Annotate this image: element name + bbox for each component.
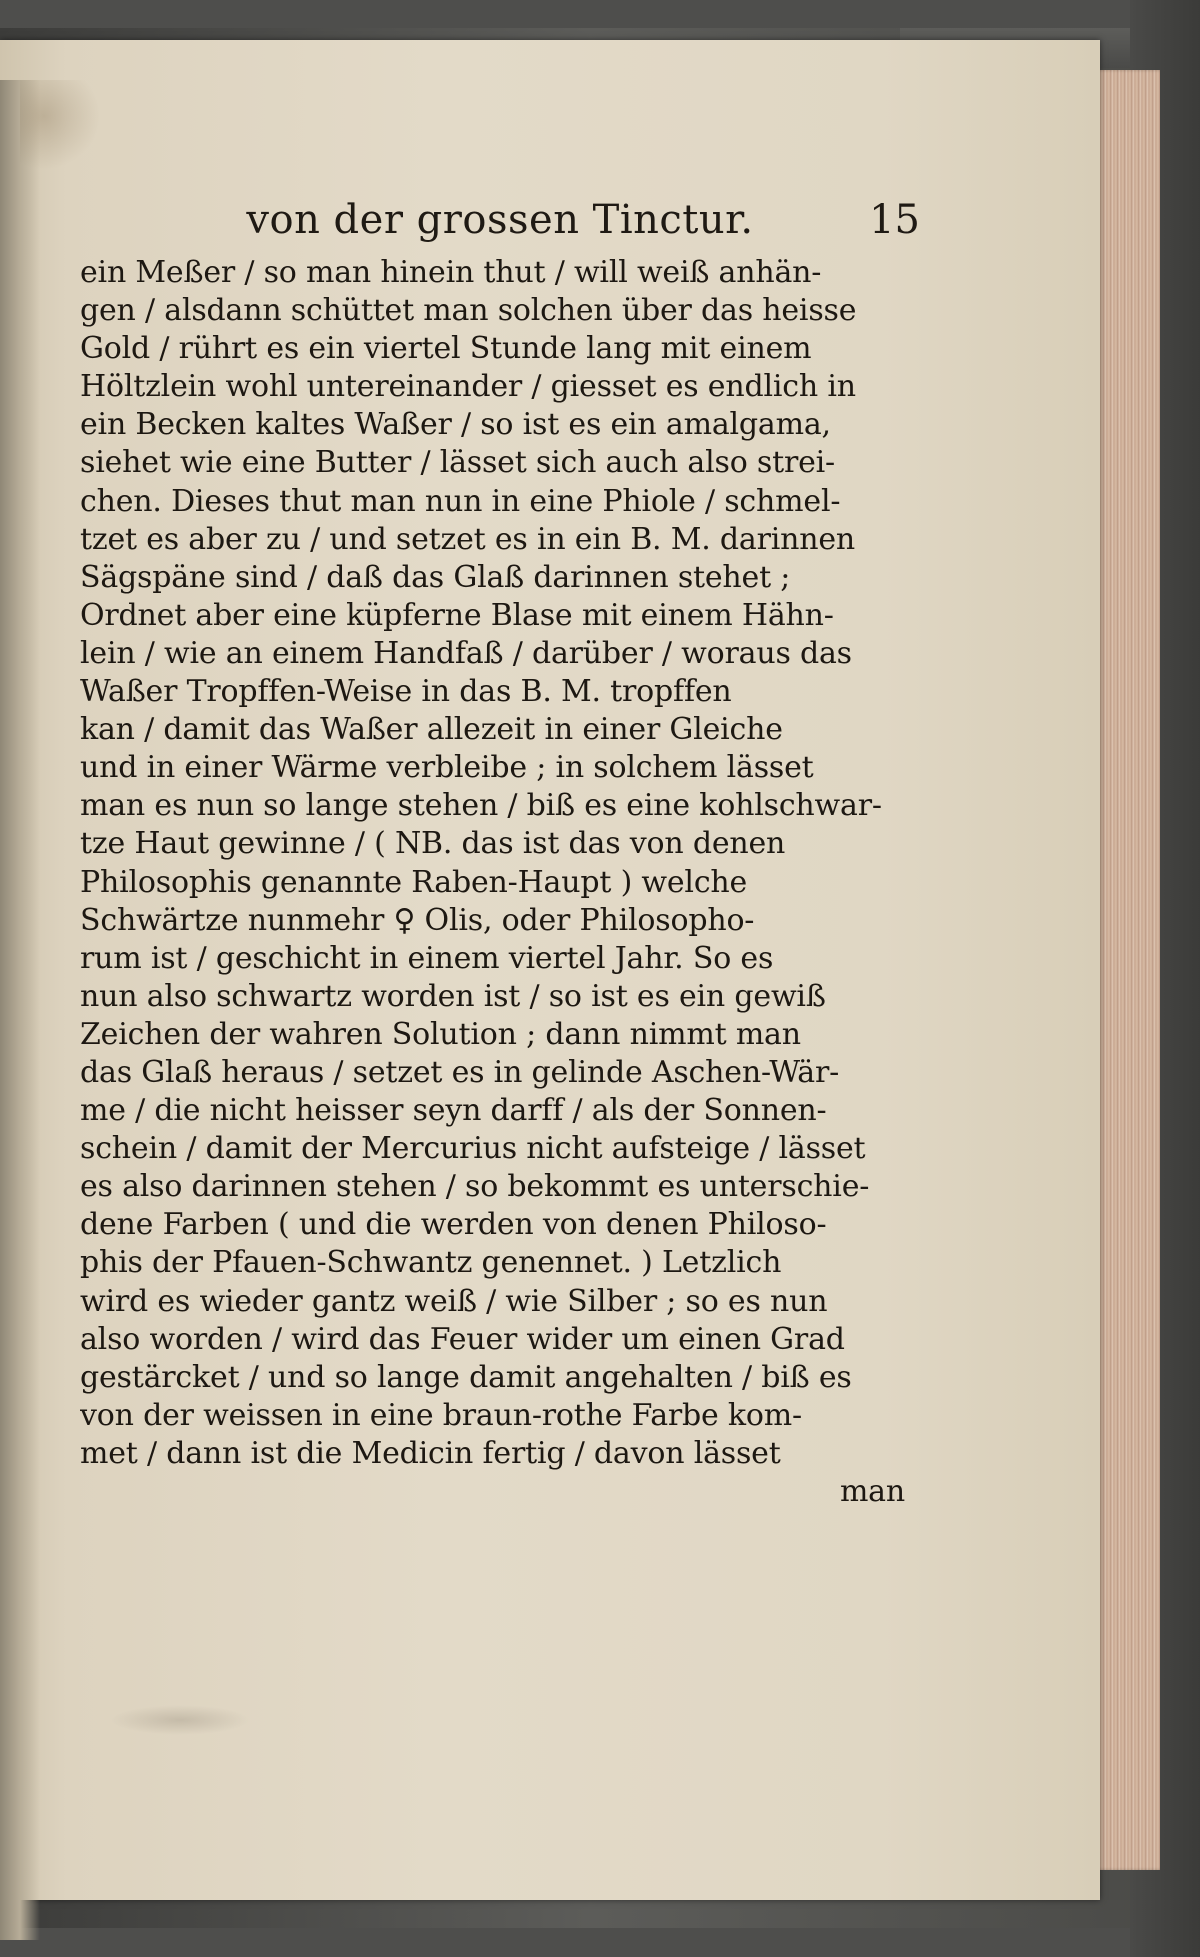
text-line: kan / damit das Waßer allezeit in einer Gleiche xyxy=(80,712,783,748)
text-line: Gold / rührt es ein viertel Stunde lang mit einem xyxy=(80,331,812,367)
text-line: chen. Dieses thut man nun in eine Phiole / schmel- xyxy=(80,483,841,519)
bleed-through-mark xyxy=(110,1705,250,1735)
text-line: tze Haut gewinne / ( NB. das ist das von denen xyxy=(80,826,786,862)
page-title: von der grossen Tinctur. xyxy=(246,197,754,243)
text-line: es also darinnen stehen / so bekommt es unterschie- xyxy=(80,1169,870,1205)
text-line: lein / wie an einem Handfaß / darüber / woraus das xyxy=(80,635,852,671)
text-line: schein / damit der Mercurius nicht aufsteige / lässet xyxy=(80,1131,866,1167)
text-line: also worden / wird das Feuer wider um einen Grad xyxy=(80,1321,845,1357)
text-line: Sägspäne sind / daß das Glaß darinnen stehet ; xyxy=(80,559,791,595)
text-line: ein Becken kaltes Waßer / so ist es ein amalgama, xyxy=(80,407,831,443)
book-page xyxy=(0,40,1100,1900)
body-text xyxy=(80,254,925,1511)
text-line: met / dann ist die Medicin fertig / davon lässet xyxy=(80,1435,781,1471)
text-line: und in einer Wärme verbleibe ; in solchem lässet xyxy=(80,750,814,786)
catchword: man xyxy=(839,1474,905,1509)
page-number: 15 xyxy=(869,197,920,243)
text-line: Philosophis genannte Raben-Haupt ) welche xyxy=(80,864,748,900)
text-line: tzet es aber zu / und setzet es in ein B. M. darinnen xyxy=(80,521,856,557)
text-line: Schwärtze nunmehr ♀ Olis, oder Philosopho- xyxy=(80,902,755,938)
text-line: me / die nicht heisser seyn darff / als der Sonnen- xyxy=(80,1093,827,1129)
text-line: siehet wie eine Butter / lässet sich auch also strei- xyxy=(80,445,835,481)
text-line: man es nun so lange stehen / biß es eine kohlschwar- xyxy=(80,788,882,824)
text-line: nun also schwartz worden ist / so ist es ein gewiß xyxy=(80,978,826,1014)
paper-stain xyxy=(20,80,100,170)
text-line: Waßer Tropffen-Weise in das B. M. tropffen xyxy=(80,674,732,710)
text-line: wird es wieder gantz weiß / wie Silber ; so es nun xyxy=(80,1283,828,1319)
text-line: ein Meßer / so man hinein thut / will weiß anhän- xyxy=(80,255,822,290)
text-line: von der weissen in eine braun-rothe Farbe kom- xyxy=(80,1397,802,1433)
text-line: das Glaß heraus / setzet es in gelinde Aschen-Wär- xyxy=(80,1054,840,1090)
text-line: Ordnet aber eine küpferne Blase mit einem Hähn- xyxy=(80,597,834,633)
text-line: phis der Pfauen-Schwantz genennet. ) Letzlich xyxy=(80,1245,782,1281)
text-line: rum ist / geschicht in einem viertel Jahr. So es xyxy=(80,940,774,976)
text-line: gen / alsdann schüttet man solchen über das heisse xyxy=(80,293,857,329)
running-head xyxy=(80,190,920,250)
text-line: gestärcket / und so lange damit angehalten / biß es xyxy=(80,1359,852,1395)
text-line: Zeichen der wahren Solution ; dann nimmt man xyxy=(80,1016,801,1052)
text-line: Höltzlein wohl untereinander / giesset es endlich in xyxy=(80,369,856,405)
text-line: dene Farben ( und die werden von denen Philoso- xyxy=(80,1207,827,1243)
page-gutter xyxy=(0,80,40,1940)
